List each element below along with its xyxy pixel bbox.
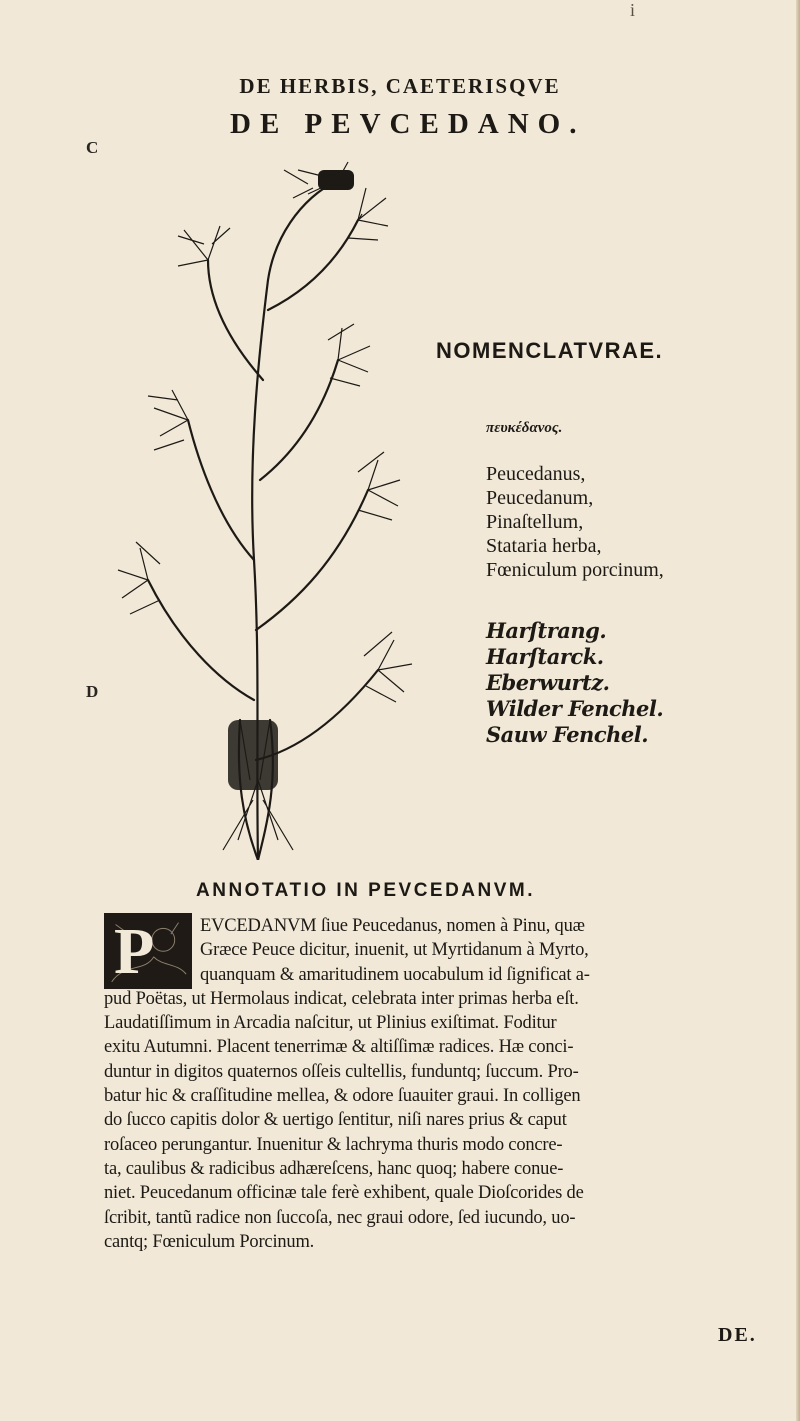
german-name: Wilder Fenchel. <box>486 696 664 721</box>
text-line: Græce Peuce dicitur, inuenit, ut Myrtidanum à Myrto, <box>200 940 589 961</box>
text-line: ta, caulibus & radicibus adhæreſcens, hanc quoq; habere conue- <box>104 1158 564 1179</box>
latin-name: Peucedanum, <box>486 487 594 509</box>
latin-name: Fœniculum porcinum, <box>486 559 664 581</box>
annotation-body <box>104 914 764 1254</box>
greek-name: πευκέδανος. <box>486 420 563 436</box>
page-edge <box>796 0 800 1421</box>
margin-letter-d: D <box>86 682 99 701</box>
german-name: Eberwurtz. <box>486 670 610 695</box>
catchword: DE. <box>718 1324 757 1346</box>
text-line: niet. Peucedanum officinæ tale ferè exhibent, quale Dioſcorides de <box>104 1183 584 1204</box>
text-line: ſcribit, tantũ radice non ſuccoſa, nec graui odore, ſed iucundo, uo- <box>104 1207 576 1228</box>
text-line: batur hic & craſſitudine mellea, & odore ſuauiter graui. In colligen <box>104 1086 581 1107</box>
latin-names-list <box>486 462 664 582</box>
text-line: duntur in digitos quaternos oſſeis cultellis, funduntq; ſuccum. Pro- <box>104 1061 579 1082</box>
text-line: Laudatiſſimum in Arcadia naſcitur, ut Plinius exiſtimat. Foditur <box>104 1013 557 1034</box>
nomenclature-heading: NOMENCLATVRAE. <box>436 338 664 363</box>
latin-name: Stataria herba, <box>486 535 602 557</box>
text-line: exitu Autumni. Placent tenerrimæ & altiſſimæ radices. Hæ conci- <box>104 1037 574 1058</box>
plant-woodcut-illustration <box>108 160 426 860</box>
latin-name: Pinaſtellum, <box>486 511 584 533</box>
text-line: EVCEDANVM ſiue Peucedanus, nomen à Pinu, quæ <box>200 916 585 936</box>
top-margin-mark: i <box>630 0 636 20</box>
margin-letter-c: C <box>86 138 99 157</box>
text-line: roſaceo perungantur. Inuenitur & lachryma thuris modo concre- <box>104 1134 563 1155</box>
chapter-title: DE PEVCEDANO. <box>230 108 586 140</box>
german-name: Sauw Fenchel. <box>486 722 649 747</box>
text-line: do ſucco capitis dolor & uertigo ſentitur, niſi nares prius & caput <box>104 1110 567 1131</box>
initial-letter: P <box>114 915 155 988</box>
text-line: pud Poëtas, ut Hermolaus indicat, celebrata inter primas herba eſt. <box>104 988 579 1009</box>
annotation-heading: ANNOTATIO IN PEVCEDANVM. <box>196 880 536 901</box>
german-name: Harſtarck. <box>486 644 604 669</box>
german-names-list <box>486 618 663 748</box>
german-name: Harſtrang. <box>486 618 607 643</box>
text-line: cantq; Fœniculum Porcinum. <box>104 1231 315 1252</box>
latin-name: Peucedanus, <box>486 463 586 485</box>
text-line: quanquam & amaritudinem uocabulum id ſignificat a- <box>200 964 590 985</box>
running-head: DE HERBIS, CAETERISQVE <box>239 74 561 98</box>
